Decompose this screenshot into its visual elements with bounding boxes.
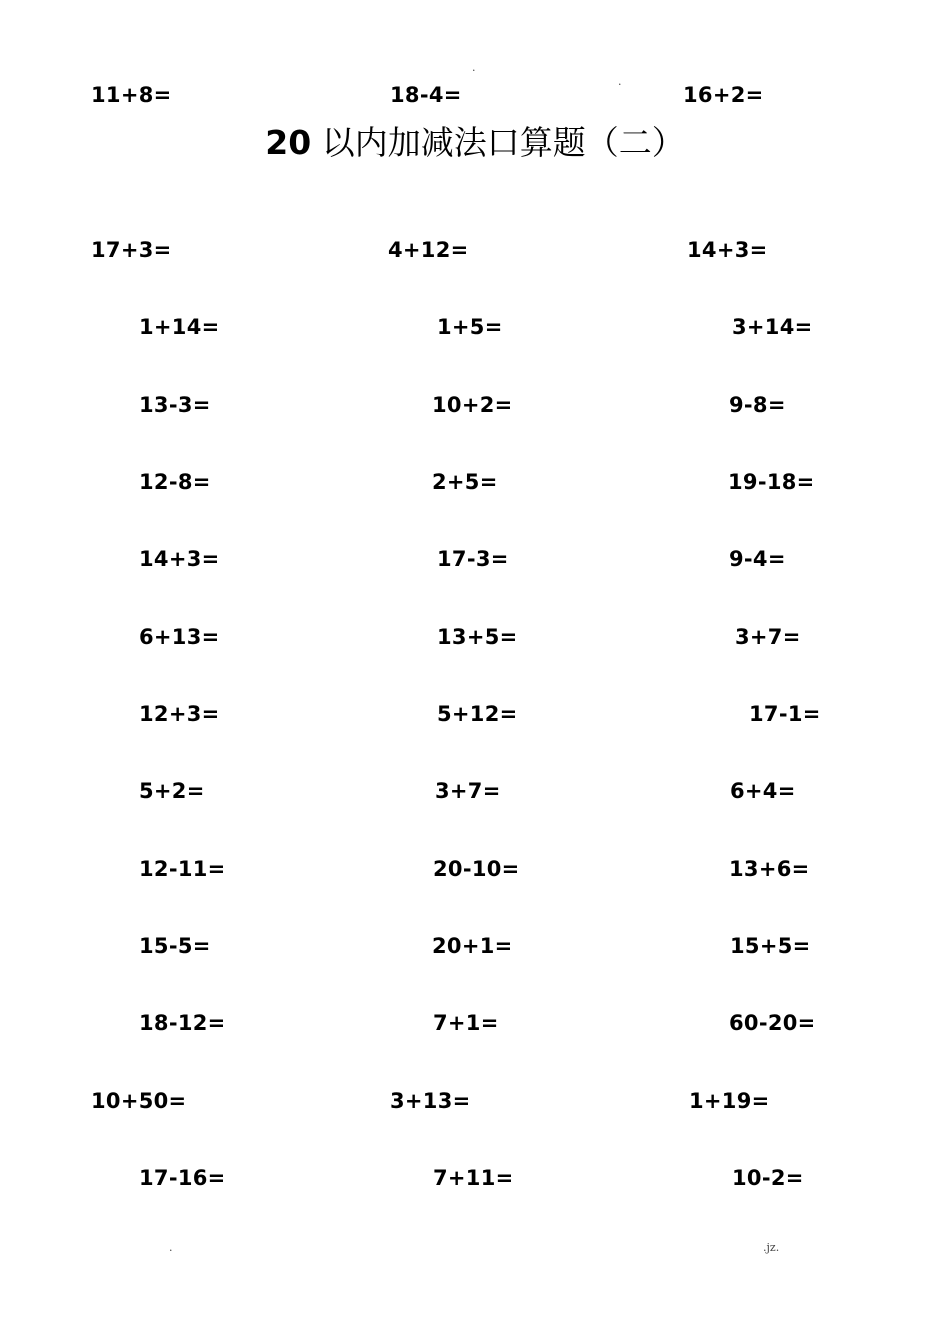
problem-item: 60-20= <box>729 1011 816 1035</box>
problem-item: 20+1= <box>432 934 513 958</box>
problem-item: 20-10= <box>433 857 520 881</box>
problem-item: 18-4= <box>390 83 462 107</box>
problem-item: 4+12= <box>388 238 469 262</box>
problem-item: 14+3= <box>687 238 768 262</box>
header-dot-mark: . <box>472 61 476 74</box>
problem-item: 1+5= <box>437 315 503 339</box>
problem-item: 2+5= <box>432 470 498 494</box>
problem-item: 1+19= <box>689 1089 770 1113</box>
problem-item: 15+5= <box>730 934 811 958</box>
problem-item: 7+1= <box>433 1011 499 1035</box>
title-text: 以内加减法口算题（二） <box>321 123 685 162</box>
problem-item: 10+50= <box>91 1089 187 1113</box>
problem-item: 1+14= <box>139 315 220 339</box>
problem-item: 17-16= <box>139 1166 226 1190</box>
problem-item: 15-5= <box>139 934 211 958</box>
problem-item: 13+6= <box>729 857 810 881</box>
problem-item: 3+13= <box>390 1089 471 1113</box>
footer-right-mark: .jz. <box>763 1241 780 1254</box>
problem-item: 3+7= <box>735 625 801 649</box>
problem-item: 5+12= <box>437 702 518 726</box>
problem-item: 12-11= <box>139 857 226 881</box>
problem-item: 16+2= <box>683 83 764 107</box>
problem-item: 6+4= <box>730 779 796 803</box>
problem-item: 3+14= <box>732 315 813 339</box>
problem-item: 17-3= <box>437 547 509 571</box>
problem-item: 18-12= <box>139 1011 226 1035</box>
problem-item: 13+5= <box>437 625 518 649</box>
problem-item: 10-2= <box>732 1166 804 1190</box>
problem-item: 13-3= <box>139 393 211 417</box>
problem-item: 5+2= <box>139 779 205 803</box>
problem-item: 17+3= <box>91 238 172 262</box>
problem-item: 9-8= <box>729 393 786 417</box>
problem-item: 17-1= <box>749 702 821 726</box>
footer-left-mark: . <box>169 1241 173 1254</box>
header-dot-mark: . <box>618 75 622 88</box>
problem-item: 3+7= <box>435 779 501 803</box>
problem-item: 12-8= <box>139 470 211 494</box>
problem-item: 14+3= <box>139 547 220 571</box>
problem-item: 12+3= <box>139 702 220 726</box>
problem-item: 6+13= <box>139 625 220 649</box>
problem-item: 10+2= <box>432 393 513 417</box>
worksheet-title <box>0 122 950 164</box>
problem-item: 7+11= <box>433 1166 514 1190</box>
problem-item: 9-4= <box>729 547 786 571</box>
problem-item: 19-18= <box>728 470 815 494</box>
problem-item: 11+8= <box>91 83 172 107</box>
title-number: 20 <box>265 123 312 162</box>
